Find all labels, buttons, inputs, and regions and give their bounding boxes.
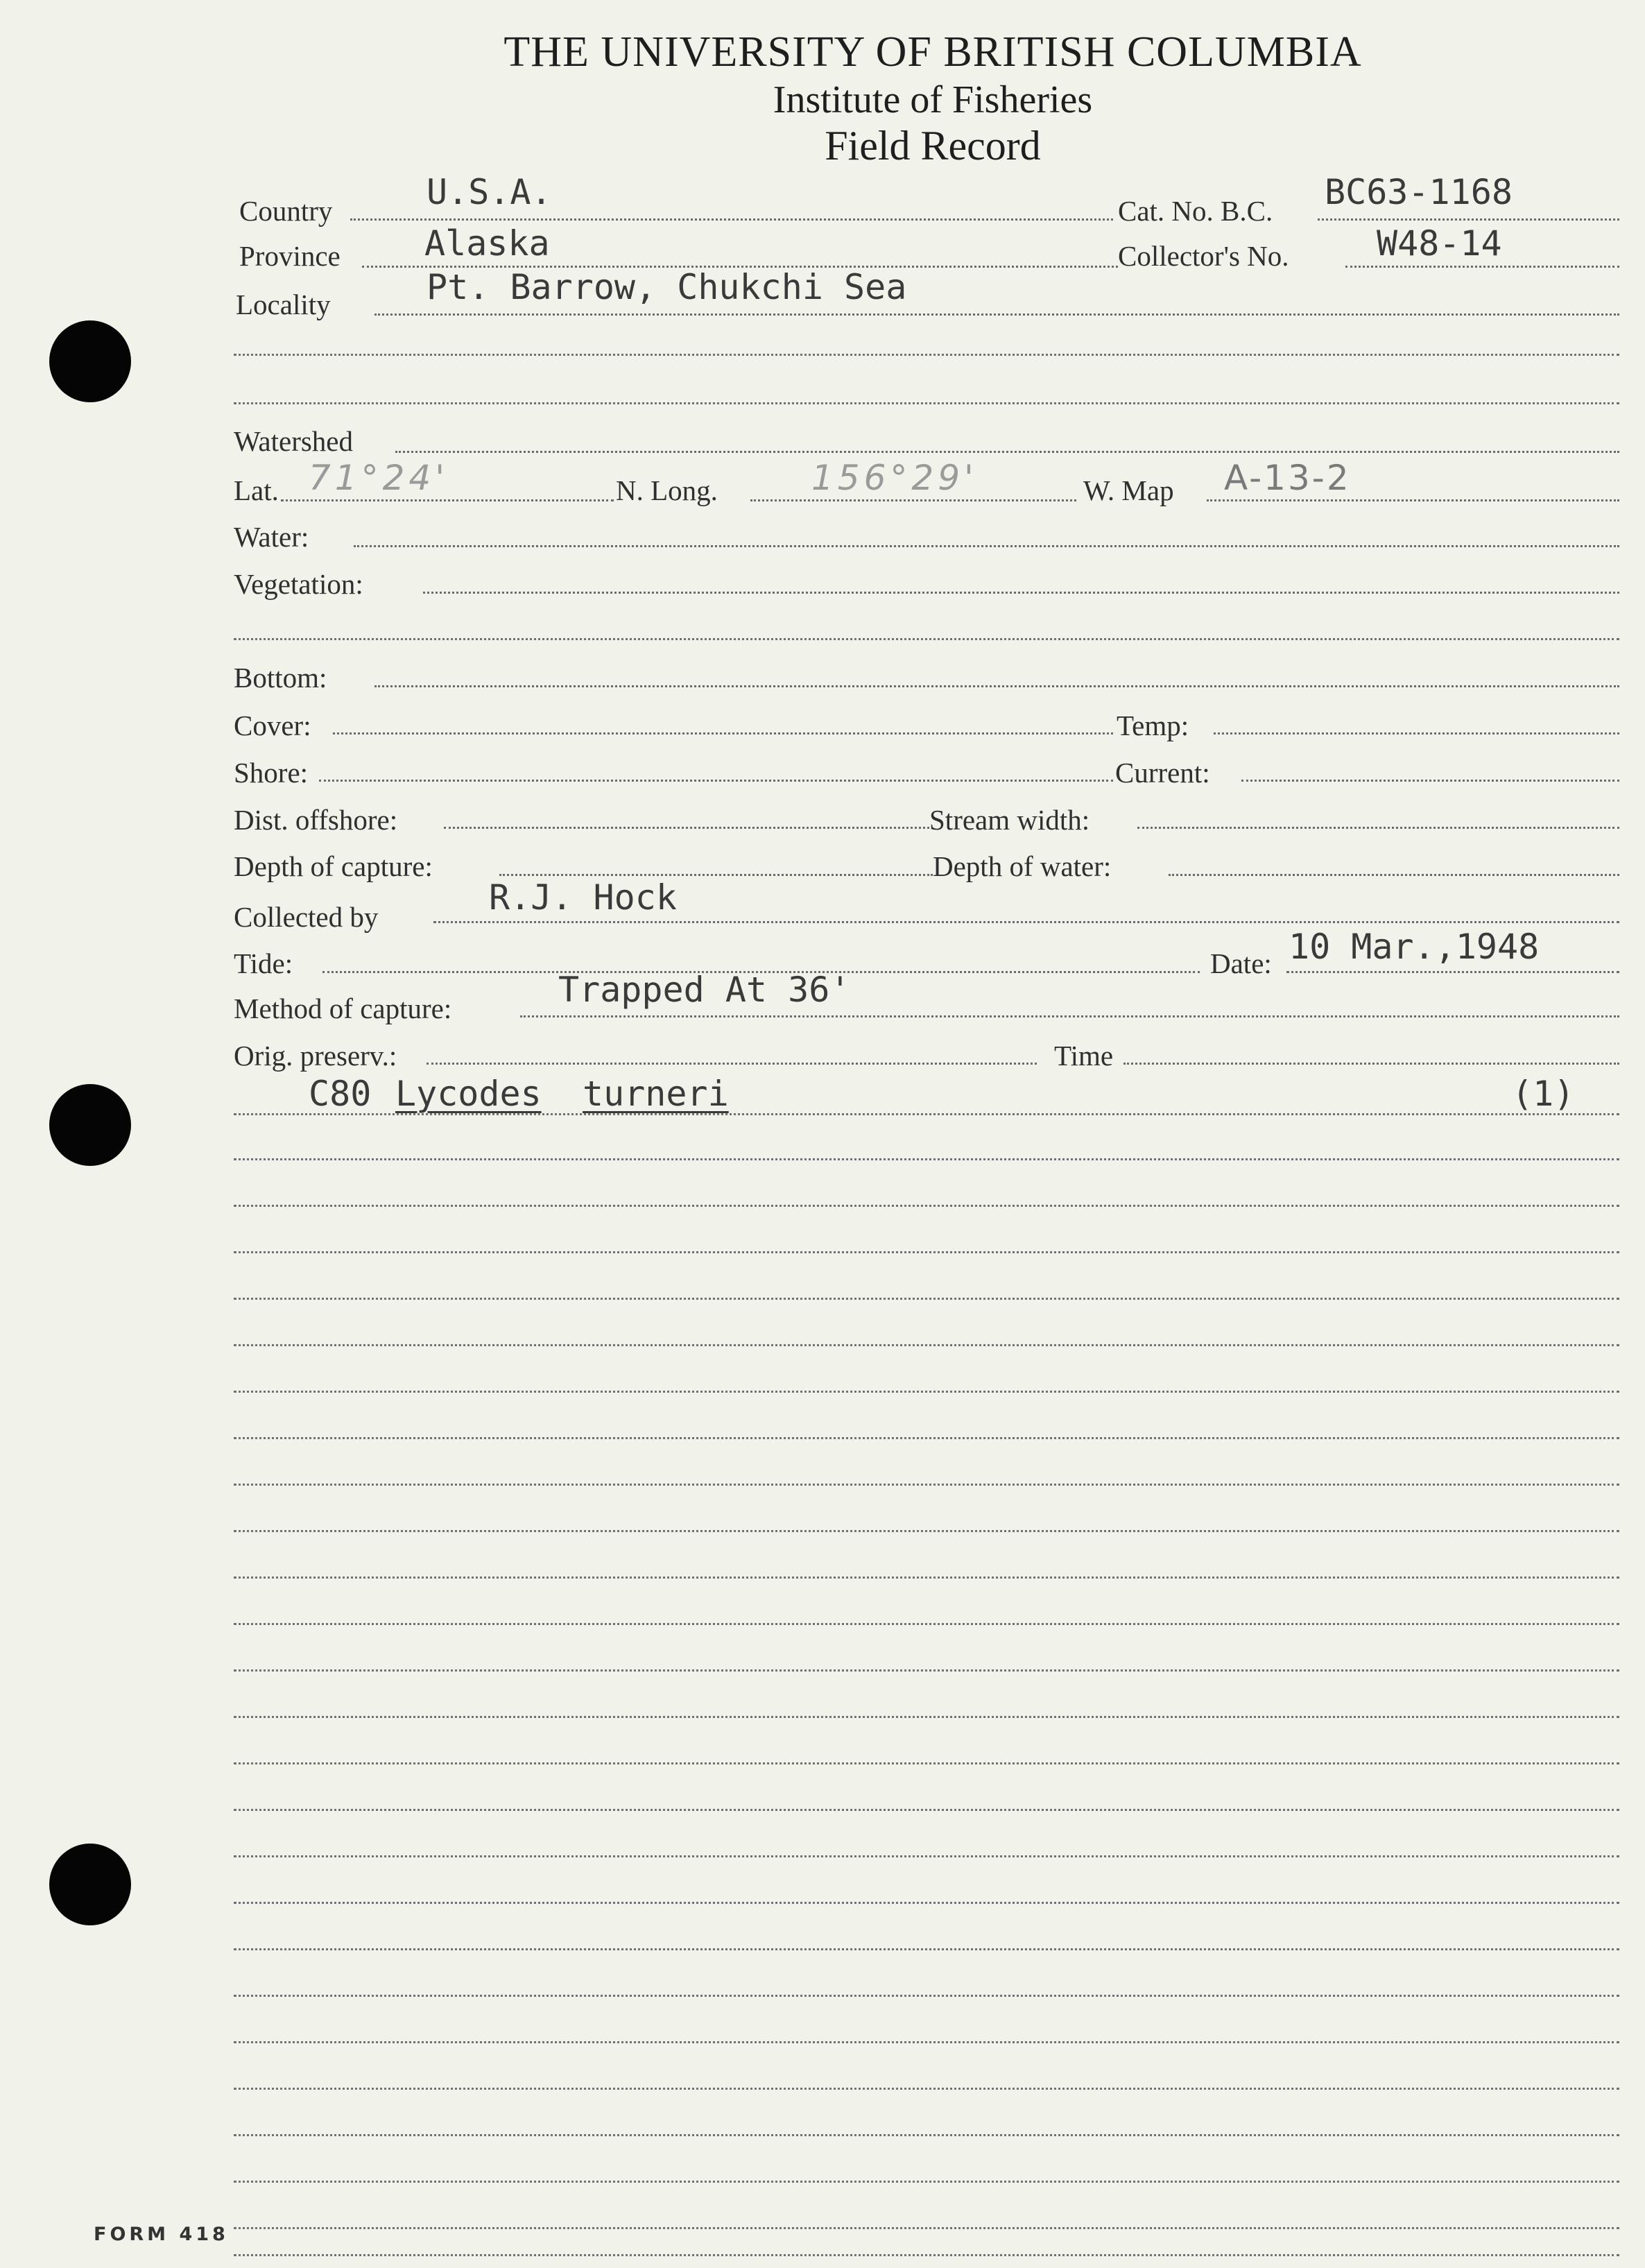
locality-line bbox=[374, 313, 1619, 316]
form-number: FORM 418 bbox=[94, 2224, 229, 2245]
w-map-label: W. Map bbox=[1083, 474, 1174, 506]
date-value: 10 Mar.,1948 bbox=[1289, 927, 1540, 967]
province-label: Province bbox=[239, 240, 341, 272]
country-line bbox=[350, 218, 1113, 221]
blank-line bbox=[234, 2134, 1619, 2136]
binder-hole-middle bbox=[49, 1084, 131, 1166]
lat-line bbox=[281, 499, 614, 501]
locality-line-2 bbox=[234, 354, 1619, 356]
orig-preserv-line bbox=[427, 1063, 1037, 1065]
binder-hole-top bbox=[49, 320, 131, 402]
vegetation-line bbox=[423, 592, 1619, 594]
collector-no-value: W48-14 bbox=[1377, 223, 1502, 264]
specimen-species: turneri bbox=[583, 1074, 729, 1114]
blank-line bbox=[234, 2227, 1619, 2229]
blank-line bbox=[234, 1391, 1619, 1393]
cat-no-label: Cat. No. B.C. bbox=[1118, 195, 1273, 227]
lat-label: Lat. bbox=[234, 474, 279, 506]
vegetation-label: Vegetation: bbox=[234, 568, 363, 600]
blank-line bbox=[234, 1762, 1619, 1764]
depth-water-line bbox=[1169, 874, 1619, 876]
vegetation-line-2 bbox=[234, 638, 1619, 640]
blank-line bbox=[234, 1298, 1619, 1300]
long-line bbox=[750, 499, 1076, 501]
method-value: Trapped At 36' bbox=[558, 970, 851, 1010]
binder-hole-bottom bbox=[49, 1844, 131, 1925]
watershed-line bbox=[395, 451, 1619, 453]
map-line bbox=[1207, 499, 1619, 501]
watershed-label: Watershed bbox=[234, 425, 354, 457]
dist-offshore-label: Dist. offshore: bbox=[234, 804, 398, 836]
depth-water-label: Depth of water: bbox=[933, 850, 1112, 882]
depth-capture-line bbox=[499, 874, 933, 876]
cat-no-line bbox=[1318, 218, 1619, 221]
blank-line bbox=[234, 2181, 1619, 2183]
blank-line bbox=[234, 1855, 1619, 1857]
current-label: Current: bbox=[1115, 757, 1210, 789]
collected-by-value: R.J. Hock bbox=[489, 877, 677, 918]
current-line bbox=[1241, 780, 1619, 782]
specimen-code: C80 bbox=[309, 1074, 372, 1114]
country-value: U.S.A. bbox=[427, 172, 552, 212]
collector-no-label: Collector's No. bbox=[1118, 240, 1289, 272]
blank-line bbox=[234, 1995, 1619, 1997]
stream-width-label: Stream width: bbox=[929, 804, 1090, 836]
n-long-label: N. Long. bbox=[616, 474, 718, 506]
blank-line bbox=[234, 1669, 1619, 1672]
blank-line bbox=[234, 1902, 1619, 1904]
collected-by-label: Collected by bbox=[234, 901, 379, 933]
specimen-count: (1) bbox=[1512, 1074, 1575, 1114]
collector-no-line bbox=[1345, 266, 1619, 268]
water-label: Water: bbox=[234, 521, 309, 553]
country-label: Country bbox=[239, 195, 333, 227]
cover-label: Cover: bbox=[234, 710, 311, 741]
shore-line bbox=[319, 780, 1113, 782]
bottom-label: Bottom: bbox=[234, 662, 327, 694]
method-label: Method of capture: bbox=[234, 993, 452, 1024]
map-value: A-13-2 bbox=[1224, 458, 1351, 498]
collected-by-line bbox=[433, 921, 1619, 923]
time-label: Time bbox=[1054, 1040, 1114, 1072]
blank-line bbox=[234, 1205, 1619, 1207]
blank-line bbox=[234, 2041, 1619, 2043]
blank-line bbox=[234, 1716, 1619, 1718]
cat-no-value: BC63-1168 bbox=[1325, 172, 1513, 212]
province-value: Alaska bbox=[424, 223, 550, 264]
date-label: Date: bbox=[1210, 947, 1272, 979]
bottom-line bbox=[374, 685, 1619, 687]
locality-value: Pt. Barrow, Chukchi Sea bbox=[427, 267, 907, 307]
university-title: THE UNIVERSITY OF BRITISH COLUMBIA bbox=[503, 28, 1362, 76]
blank-line bbox=[234, 1530, 1619, 1532]
institute-title: Institute of Fisheries bbox=[773, 78, 1093, 121]
method-line bbox=[520, 1015, 1619, 1017]
depth-capture-label: Depth of capture: bbox=[234, 850, 433, 882]
water-line bbox=[354, 545, 1619, 547]
temp-line bbox=[1214, 732, 1619, 734]
locality-line-3 bbox=[234, 402, 1619, 404]
specimen-genus: Lycodes bbox=[395, 1074, 542, 1114]
shore-label: Shore: bbox=[234, 757, 309, 789]
lat-value: 71°24' bbox=[309, 458, 449, 498]
blank-line bbox=[234, 1484, 1619, 1486]
stream-width-line bbox=[1137, 827, 1619, 829]
blank-line bbox=[234, 1251, 1619, 1253]
blank-line bbox=[234, 2088, 1619, 2090]
dist-offshore-line bbox=[444, 827, 929, 829]
blank-line bbox=[234, 1577, 1619, 1579]
date-line bbox=[1286, 971, 1619, 973]
orig-preserv-label: Orig. preserv.: bbox=[234, 1040, 397, 1072]
locality-label: Locality bbox=[236, 289, 331, 320]
blank-line bbox=[234, 1344, 1619, 1346]
long-value: 156°29' bbox=[811, 458, 978, 498]
blank-line bbox=[234, 1809, 1619, 1811]
blank-line bbox=[234, 1437, 1619, 1439]
blank-line bbox=[234, 2254, 1619, 2256]
blank-line bbox=[234, 1948, 1619, 1950]
record-title: Field Record bbox=[825, 123, 1041, 169]
cover-line bbox=[333, 732, 1113, 734]
blank-line bbox=[234, 1158, 1619, 1160]
tide-label: Tide: bbox=[234, 947, 293, 979]
temp-label: Temp: bbox=[1117, 710, 1189, 741]
blank-line bbox=[234, 1623, 1619, 1625]
time-line bbox=[1123, 1063, 1619, 1065]
